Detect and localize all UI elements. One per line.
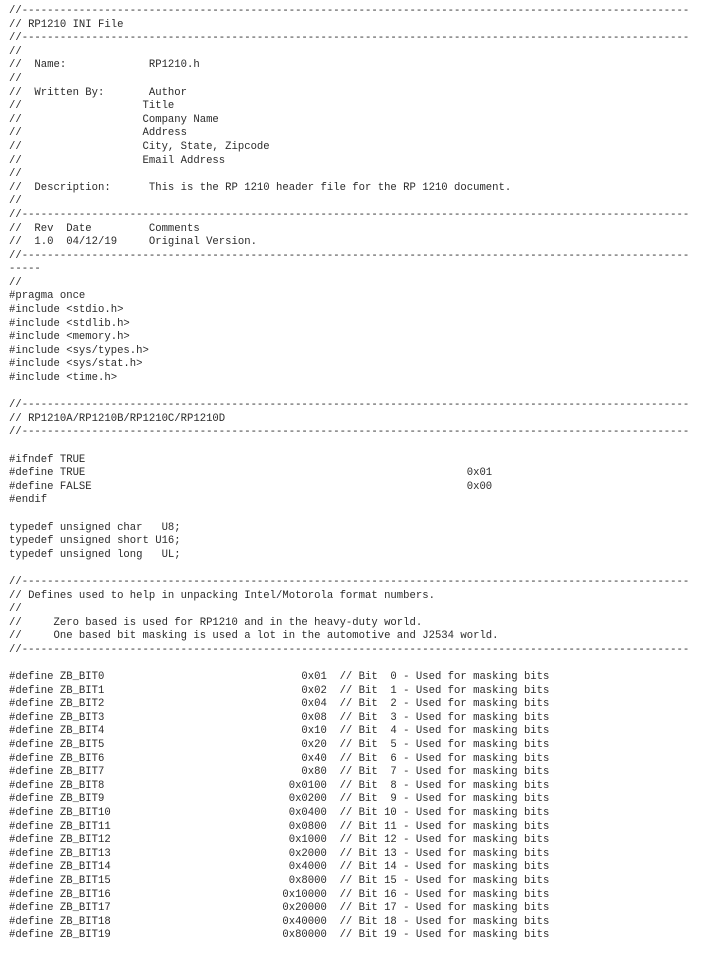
comment-rule: //--------------------------------------------------------------------------------------------------------- xyxy=(9,32,690,45)
bit-define-line: #define ZB_BIT6 0x40 // Bit 6 - Used for masking bits xyxy=(9,752,550,765)
blank-line xyxy=(9,508,721,522)
revision-row: // 1.0 04/12/19 Original Version. xyxy=(9,236,257,249)
bit-define-line: #define ZB_BIT9 0x0200 // Bit 9 - Used for masking bits xyxy=(9,793,550,806)
written-by-comment: // Written By: Author xyxy=(9,86,188,99)
endif-line: #endif xyxy=(9,494,48,507)
include-line: #include <sys/types.h> xyxy=(9,344,149,357)
blank-line xyxy=(9,658,721,672)
author-detail-line: // Company Name xyxy=(9,113,219,126)
comment-rule-tail: ----- xyxy=(9,263,41,276)
code-document xyxy=(9,5,721,943)
comment-text-line: // Zero based is used for RP1210 and in the heavy-duty world. xyxy=(9,616,423,629)
comment-rule: //--------------------------------------------------------------------------------------------------------- xyxy=(9,399,690,412)
bit-define-line: #define ZB_BIT18 0x40000 // Bit 18 - Used for masking bits xyxy=(9,915,550,928)
comment-rule: //--------------------------------------------------------------------------------------------------------- xyxy=(9,575,690,588)
blank-line xyxy=(9,386,721,400)
bit-define-list xyxy=(9,671,721,943)
bit-define-line: #define ZB_BIT0 0x01 // Bit 0 - Used for masking bits xyxy=(9,671,550,684)
include-line: #include <stdio.h> xyxy=(9,304,124,317)
section-title-comment: // Defines used to help in unpacking Intel/Motorola format numbers. xyxy=(9,589,435,602)
comment-line: // xyxy=(9,276,22,289)
bit-define-line: #define ZB_BIT19 0x80000 // Bit 19 - Used for masking bits xyxy=(9,929,550,942)
bit-define-line: #define ZB_BIT15 0x8000 // Bit 15 - Used for masking bits xyxy=(9,875,550,887)
file-title-comment: // RP1210 INI File xyxy=(9,18,124,31)
bit-define-line: #define ZB_BIT7 0x80 // Bit 7 - Used for masking bits xyxy=(9,766,550,779)
bit-define-line: #define ZB_BIT8 0x0100 // Bit 8 - Used for masking bits xyxy=(9,779,550,792)
bit-define-line: #define ZB_BIT1 0x02 // Bit 1 - Used for masking bits xyxy=(9,684,550,697)
comment-rule: //--------------------------------------------------------------------------------------------------------- xyxy=(9,426,690,439)
comment-line: // xyxy=(9,603,22,616)
bit-define-line: #define ZB_BIT2 0x04 // Bit 2 - Used for masking bits xyxy=(9,698,550,711)
blank-line xyxy=(9,440,721,454)
typedef-line: typedef unsigned char U8; xyxy=(9,521,181,534)
author-detail-line: // City, State, Zipcode xyxy=(9,140,270,153)
author-detail-line: // Email Address xyxy=(9,154,226,167)
include-line: #include <stdlib.h> xyxy=(9,317,130,330)
bit-define-line: #define ZB_BIT16 0x10000 // Bit 16 - Used for masking bits xyxy=(9,888,550,901)
comment-line: // xyxy=(9,195,22,208)
include-line: #include <memory.h> xyxy=(9,331,130,344)
comment-line: // xyxy=(9,168,22,181)
typedef-line: typedef unsigned long UL; xyxy=(9,548,181,561)
bit-define-line: #define ZB_BIT13 0x2000 // Bit 13 - Used for masking bits xyxy=(9,847,550,860)
description-comment: // Description: This is the RP 1210 header file for the RP 1210 document. xyxy=(9,181,512,194)
comment-text-line: // One based bit masking is used a lot in the automotive and J2534 world. xyxy=(9,630,499,643)
section-title-comment: // RP1210A/RP1210B/RP1210C/RP1210D xyxy=(9,412,226,425)
bit-define-line: #define ZB_BIT4 0x10 // Bit 4 - Used for masking bits xyxy=(9,725,550,738)
typedef-line: typedef unsigned short U16; xyxy=(9,535,181,548)
revision-header: // Rev Date Comments xyxy=(9,222,200,235)
pragma-line: #pragma once xyxy=(9,290,86,303)
bit-define-line: #define ZB_BIT17 0x20000 // Bit 17 - Used for masking bits xyxy=(9,902,550,915)
include-line: #include <sys/stat.h> xyxy=(9,358,143,371)
ifndef-line: #ifndef TRUE xyxy=(9,453,86,466)
comment-rule: //--------------------------------------------------------------------------------------------------------- xyxy=(9,5,690,17)
bit-define-line: #define ZB_BIT10 0x0400 // Bit 10 - Used for masking bits xyxy=(9,807,550,820)
include-line: #include <time.h> xyxy=(9,372,118,385)
comment-rule: //--------------------------------------------------------------------------------------------------------- xyxy=(9,208,690,221)
comment-rule: //--------------------------------------------------------------------------------------------------------- xyxy=(9,643,690,656)
blank-line xyxy=(9,562,721,576)
author-detail-line: // Title xyxy=(9,100,175,113)
bit-define-line: #define ZB_BIT3 0x08 // Bit 3 - Used for masking bits xyxy=(9,711,550,724)
bit-define-line: #define ZB_BIT12 0x1000 // Bit 12 - Used for masking bits xyxy=(9,834,550,847)
define-false-line: #define FALSE 0x00 xyxy=(9,480,493,493)
comment-rule: //--------------------------------------------------------------------------------------------------------- xyxy=(9,249,690,262)
define-true-line: #define TRUE 0x01 xyxy=(9,467,493,480)
author-detail-line: // Address xyxy=(9,127,188,140)
bit-define-line: #define ZB_BIT11 0x0800 // Bit 11 - Used for masking bits xyxy=(9,820,550,833)
bit-define-line: #define ZB_BIT14 0x4000 // Bit 14 - Used for masking bits xyxy=(9,861,550,874)
name-comment: // Name: RP1210.h xyxy=(9,59,200,72)
comment-line: // xyxy=(9,45,22,58)
bit-define-line: #define ZB_BIT5 0x20 // Bit 5 - Used for masking bits xyxy=(9,739,550,752)
comment-line: // xyxy=(9,72,22,85)
